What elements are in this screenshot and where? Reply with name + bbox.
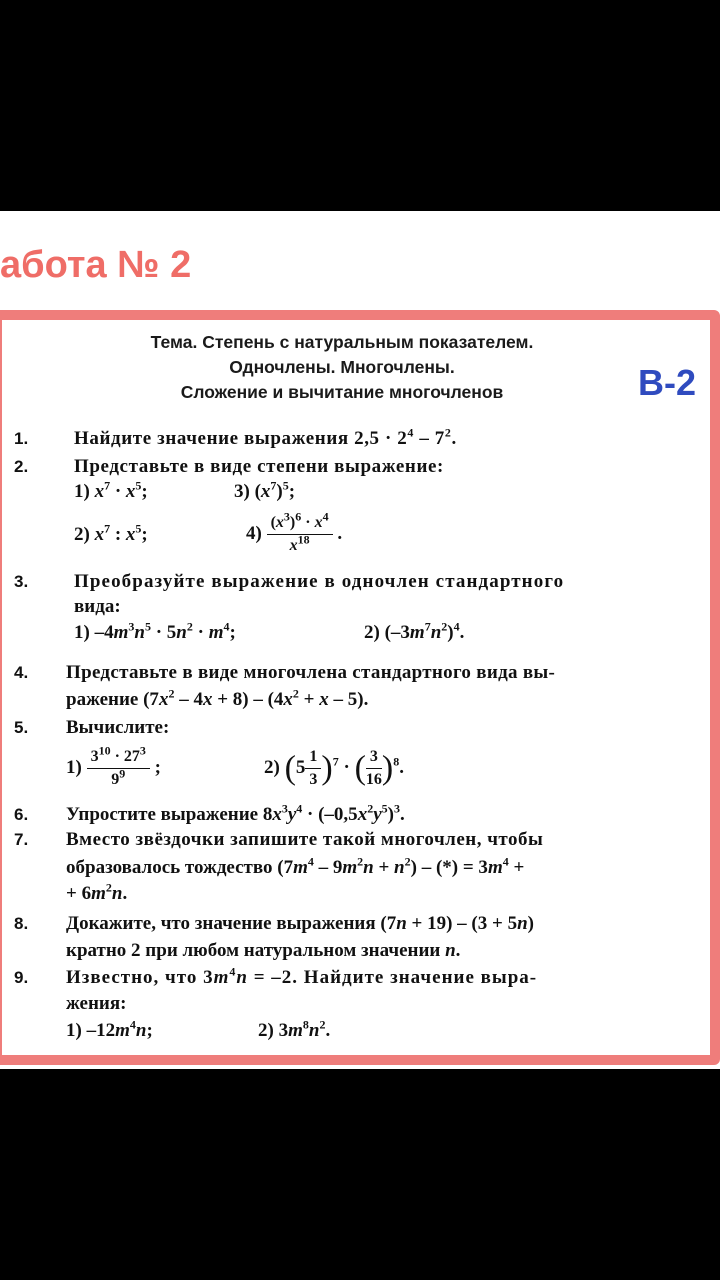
task-number: 2. <box>14 457 29 476</box>
task-9-item-2: 2) $3m^8n^2$. <box>258 1017 331 1041</box>
topic-lead: Тема. <box>150 332 198 352</box>
task-8-line-2: кратно 2 при любом натуральном значении n. <box>66 940 461 961</box>
task-9-item-1: 1) $-12m^4n$; <box>66 1017 153 1041</box>
task-2-item-1: 1) $x^7 \cdot x^5$; <box>74 478 148 502</box>
task-3-line-2: вида: <box>74 596 121 617</box>
task-7-line-3: + $6m^2n$. <box>66 880 128 904</box>
task-card <box>0 310 720 1065</box>
topic-line-1-text: Степень с натуральным показателем. <box>202 332 534 352</box>
task-4-line-2: ражение $(7x^2 - 4x + 8) - (4x^2 + x - 5)$. <box>66 686 369 710</box>
task-3-item-1: 1) $-4m^3n^5 \cdot 5n^2 \cdot m^4$; <box>74 619 236 643</box>
task-number: 5. <box>14 718 29 737</box>
task-4-line-1: Представьте в виде многочлена стандартного вида вы- <box>66 662 556 683</box>
task-5-item-1: 1) $\frac{3^{10} \cdot 27^3}{9^9}$ ; <box>66 743 161 789</box>
task-6-text: Упростите выражение $8x^3y^4 \cdot (-0,5x^2y^5)^3$. <box>66 801 405 825</box>
variant-badge: В-2 <box>638 362 697 403</box>
topic-line-3: Сложение и вычитание многочленов <box>180 382 504 402</box>
task-number: 4. <box>14 663 29 682</box>
task-9-line-2: жения: <box>66 993 127 1014</box>
task-2-item-4: 4) $\frac{(x^3)^6 \cdot x^4}{x^{18}}$ . <box>246 509 343 555</box>
task-1-text: Найдите значение выражения $2,5 \cdot 2^4 - 7^2$. <box>74 425 457 449</box>
task-number: 8. <box>14 914 29 933</box>
page-title: абота № 2 <box>0 244 192 286</box>
worksheet <box>0 211 720 1069</box>
topic-line-2: Одночлены. Многочлены. <box>229 357 455 377</box>
task-number: 7. <box>14 830 29 849</box>
task-number: 9. <box>14 968 29 987</box>
task-5-item-2: 2) (5 $\frac{1}{3}$ )$^7$ · ( $\frac{3}{16}$ )$^8$. <box>264 748 404 789</box>
task-7-line-2: образовалось тождество $(7m^4 - 9m^2n + n^2)$ – (*) = $3m^4$ + <box>66 854 525 878</box>
task-2-text: Представьте в виде степени выражение: <box>74 456 444 477</box>
task-2-item-2: 2) $x^7$ : $x^5$; <box>74 521 148 545</box>
task-number: 3. <box>14 572 29 591</box>
task-number: 6. <box>14 805 29 824</box>
topic-line-1 <box>2 330 682 355</box>
task-3-item-2: 2) $(-3m^7n^2)^4$. <box>364 619 465 643</box>
task-5-text: Вычислите: <box>66 717 170 738</box>
task-number: 1. <box>14 429 29 448</box>
task-9-line-1: Известно, что $3m^4n = -2$. Найдите значение выра- <box>66 964 538 988</box>
task-8-line-1: Докажите, что значение выражения (7n + 19) – (3 + 5n) <box>66 913 534 934</box>
task-7-line-1: Вместо звёздочки запишите такой многочлен, чтобы <box>66 829 544 850</box>
task-2-item-3: 3) $(x^7)^5$; <box>234 478 296 502</box>
topic-block <box>2 330 682 405</box>
task-3-line-1: Преобразуйте выражение в одночлен стандартного <box>74 571 565 592</box>
